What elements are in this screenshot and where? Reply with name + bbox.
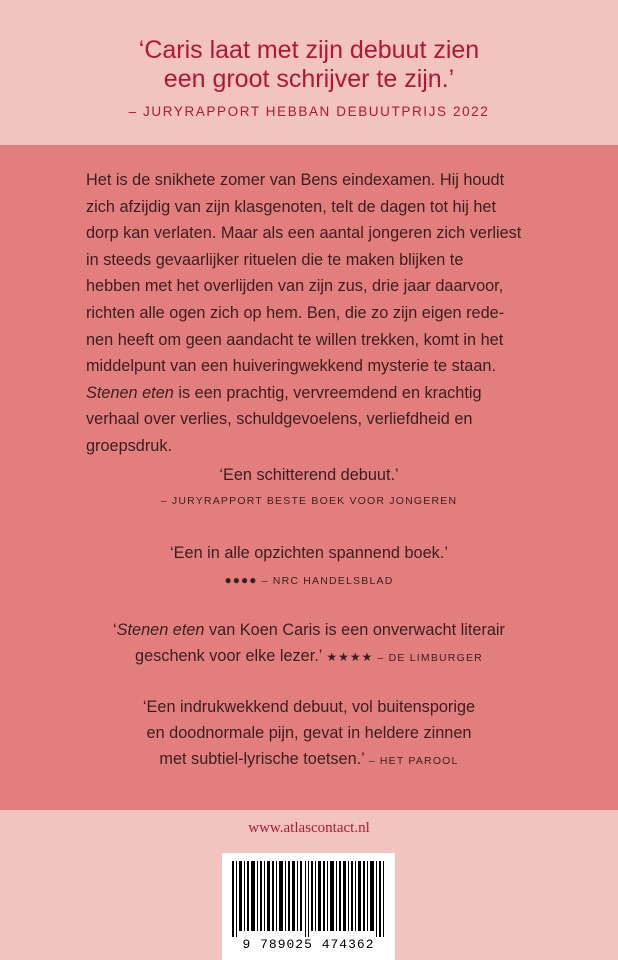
blurb-line: nen heeft om geen aandacht te willen trekken, komt in het: [86, 330, 504, 349]
blurb-line: in steeds gevaarlijker rituelen die te maken blijken te: [86, 250, 464, 269]
review-quote-3-line2: [0, 643, 618, 671]
book-title: Stenen eten: [86, 383, 174, 402]
headline-quote-line1: ‘Caris laat met zijn debuut zien: [138, 36, 480, 64]
blurb-line: middelpunt van een huiveringwekkend mysterie te staan.: [86, 357, 496, 376]
blurb-line: groepsdruk.: [86, 436, 172, 455]
blurb-line: [86, 380, 536, 407]
review-quote-2: ‘Een in alle opzichten spannend boek.’: [170, 544, 448, 562]
blurb-line: verhaal over verlies, schuldgevoelens, verliefdheid en: [86, 410, 473, 429]
headline-quote-line2: een groot schrijver te zijn.’: [163, 65, 455, 93]
rating-dots: ●●●●: [224, 573, 258, 587]
review-quote-1: ‘Een schitterend debuut.’: [219, 466, 399, 484]
rating-stars: ★★★★: [326, 650, 374, 664]
review-quote-4-line2: en doodnormale pijn, gevat in heldere zinnen: [146, 724, 472, 742]
quote-open-mark: ‘: [113, 621, 117, 639]
blurb-line: dorp kan verlaten. Maar als een aantal jongeren zich verliest: [86, 224, 522, 243]
review-source-3: – DE LIMBURGER: [373, 652, 483, 664]
review-quote-4-line1: ‘Een indrukwekkend debuut, vol buitensporige: [142, 698, 476, 716]
barcode: [222, 853, 395, 960]
blurb: [86, 167, 536, 460]
blurb-line: hebben met het overlijden van zijn zus, drie jaar daarvoor,: [86, 277, 504, 296]
review-source-2-line: [0, 573, 618, 587]
review-source-1: – JURYRAPPORT BESTE BOEK VOOR JONGEREN: [160, 495, 458, 507]
review-quote-3-line1: [0, 617, 618, 643]
blurb-line-rest: is een prachtig, vervreemdend en krachtig: [173, 383, 482, 402]
review-quote-4-line3: [0, 746, 618, 774]
headline-attribution: – JURYRAPPORT HEBBAN DEBUUTPRIJS 2022: [128, 104, 490, 119]
review-source-2: – NRC HANDELSBLAD: [257, 575, 394, 587]
book-title-italic: Stenen eten: [116, 621, 205, 639]
quote-3-rest: van Koen Caris is een onverwacht literair: [204, 621, 505, 639]
isbn-number: 9 789025 474362: [242, 937, 375, 952]
review-source-4: – HET PAROOL: [368, 755, 459, 767]
publisher-website[interactable]: www.atlascontact.nl: [248, 820, 370, 836]
blurb-line: Het is de snikhete zomer van Bens eindexamen. Hij houdt: [86, 171, 505, 189]
barcode-bars: [232, 861, 385, 937]
quote-4-line3-text: met subtiel-lyrische toetsen.’: [159, 750, 369, 768]
blurb-line: zich afzijdig van zijn klasgenoten, telt de dagen tot hij het: [86, 197, 497, 216]
blurb-line: richten alle ogen zich op hem. Ben, die zo zijn eigen rede-: [86, 303, 505, 322]
quote-3-line2-text: geschenk voor elke lezer.’: [135, 647, 327, 665]
